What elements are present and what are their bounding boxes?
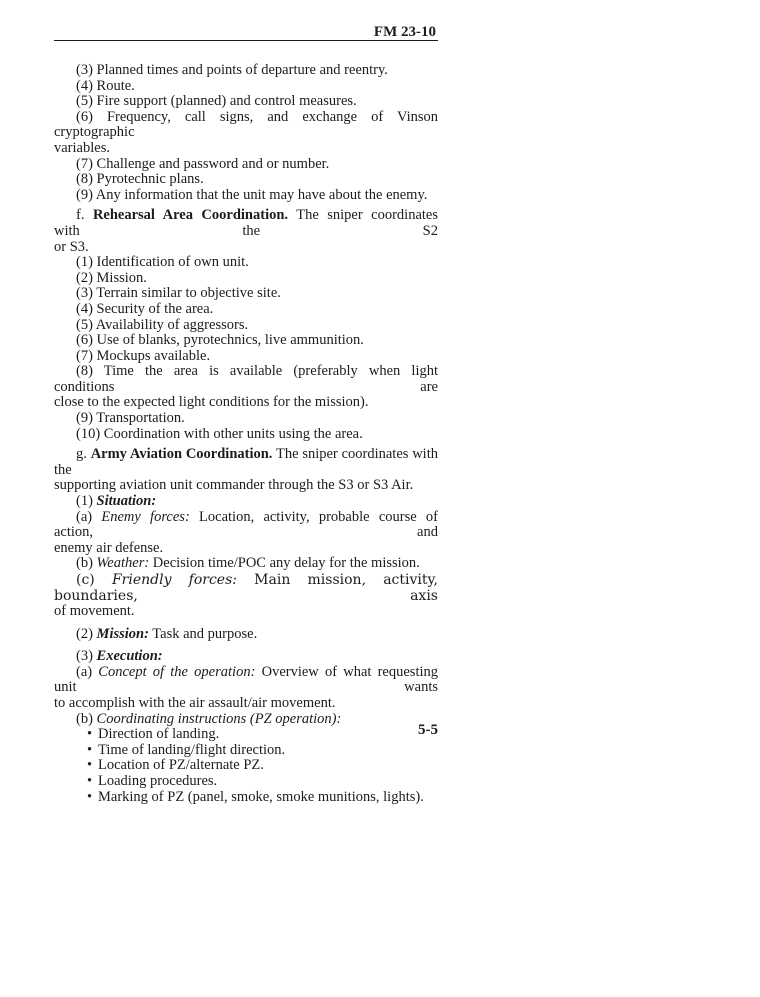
item-f2: (2) Mission. (76, 269, 147, 286)
bullet-icon: • (87, 741, 93, 758)
item-f10: (10) Coordination with other units using the area. (76, 425, 363, 442)
item-g1 (54, 494, 438, 510)
bullet-item (54, 790, 438, 806)
item-g2 (54, 627, 438, 643)
item-g3a-line2: to accomplish with the air assault/air movement. (54, 694, 336, 711)
bullet-item (54, 758, 438, 774)
paragraph-f-letter: f. (76, 207, 93, 224)
item-g1c-line2: of movement. (54, 603, 135, 619)
item-e5: (5) Fire support (planned) and control measures. (76, 93, 357, 110)
item-f7: (7) Mockups available. (76, 347, 211, 364)
paragraph-g-text: The sniper coordinates with the (54, 446, 438, 478)
bullet-text: Marking of PZ (panel, smoke, smoke munitions, lights). (98, 788, 424, 805)
item-g1c-line1 (54, 572, 438, 604)
item-g1c-text: Main mission, activity, boundaries, axis (54, 572, 439, 604)
bullet-text: Loading procedures. (98, 772, 218, 789)
paragraph-g-title: Army Aviation Coordination. (90, 446, 273, 463)
item-g3-number: (3) (76, 648, 97, 665)
paragraph-g-heading (54, 447, 438, 478)
item-e9: (9) Any information that the unit may have about the enemy. (76, 186, 428, 203)
item-g1-number: (1) (76, 493, 97, 510)
item-e7: (7) Challenge and password and or number. (76, 155, 330, 172)
paragraph-f-heading (54, 208, 438, 239)
item-g1b-number: (b) (76, 555, 97, 572)
item-g1b (54, 556, 438, 572)
bullet-item (54, 774, 438, 790)
item-e6-line1: (6) Frequency, call signs, and exchange of Vinson cryptographic (54, 108, 438, 141)
paragraph-f-text: The sniper coordinates with the S2 (54, 207, 438, 239)
item-e8: (8) Pyrotechnic plans. (76, 171, 204, 188)
item-g3a-line1 (54, 665, 438, 696)
paragraph-f-title: Rehearsal Area Coordination. (92, 207, 289, 224)
bullet-item (54, 743, 438, 759)
item-f8-line2: close to the expected light conditions for the mission). (54, 394, 369, 411)
bullet-icon: • (87, 726, 93, 743)
bullet-item (54, 727, 438, 743)
item-g1-label: Situation: (96, 493, 157, 510)
item-g3a-label: Concept of the operation: (98, 663, 256, 680)
bullet-text: Location of PZ/alternate PZ. (98, 757, 264, 774)
item-f1: (1) Identification of own unit. (76, 254, 249, 271)
item-g1b-label: Weather: (96, 555, 150, 572)
paragraph-g-continuation: supporting aviation unit commander through the S3 or S3 Air. (54, 477, 414, 494)
item-g2-label: Mission: (96, 625, 149, 642)
header-rule (54, 40, 438, 41)
page-number: 5-5 (418, 722, 438, 738)
page-body (54, 63, 438, 805)
item-g3a-number: (a) (76, 663, 99, 680)
item-f9: (9) Transportation. (76, 410, 185, 427)
item-g3-label: Execution: (96, 648, 163, 665)
item-g1a-text: Location, activity, probable course of action, and (54, 508, 439, 541)
item-f8-line1: (8) Time the area is available (preferably when light conditions are (54, 363, 438, 395)
bullet-list (54, 727, 438, 805)
item-g2-text: Task and purpose. (148, 625, 258, 642)
bullet-icon: • (87, 772, 93, 789)
item-g1a-line2: enemy air defense. (54, 539, 164, 556)
document-id: FM 23-10 (373, 24, 436, 40)
item-e6-line2: variables. (54, 139, 110, 156)
item-f5: (5) Availability of aggressors. (76, 316, 249, 333)
item-e4: (4) Route. (76, 77, 135, 94)
item-g3b-number: (b) (76, 710, 97, 727)
item-g3b (54, 712, 438, 728)
item-g3a-text: Overview of what requesting unit wants (54, 663, 439, 696)
item-f3: (3) Terrain similar to objective site. (76, 285, 281, 302)
bullet-text: Time of landing/flight direction. (98, 741, 286, 758)
item-g3 (54, 649, 438, 665)
item-g3b-label: Coordinating instructions (PZ operation): (96, 710, 342, 727)
bullet-text: Direction of landing. (98, 726, 220, 743)
bullet-icon: • (87, 757, 93, 774)
item-g2-number: (2) (76, 625, 97, 642)
paragraph-f-continuation: or S3. (54, 238, 89, 255)
item-g1c-number: (c) (76, 572, 112, 588)
item-f6: (6) Use of blanks, pyrotechnics, live ammunition. (76, 332, 364, 349)
item-e3: (3) Planned times and points of departure and reentry. (76, 62, 388, 78)
bullet-icon: • (87, 788, 93, 805)
item-g1a-line1 (54, 510, 438, 541)
item-g1a-label: Enemy forces: (101, 508, 190, 525)
item-g1c-label: Friendly forces: (111, 572, 237, 588)
item-g1b-text: Decision time/POC any delay for the mission. (149, 555, 420, 572)
paragraph-g-letter: g. (76, 446, 91, 463)
item-f4: (4) Security of the area. (76, 300, 214, 317)
item-g1a-number: (a) (76, 508, 102, 525)
